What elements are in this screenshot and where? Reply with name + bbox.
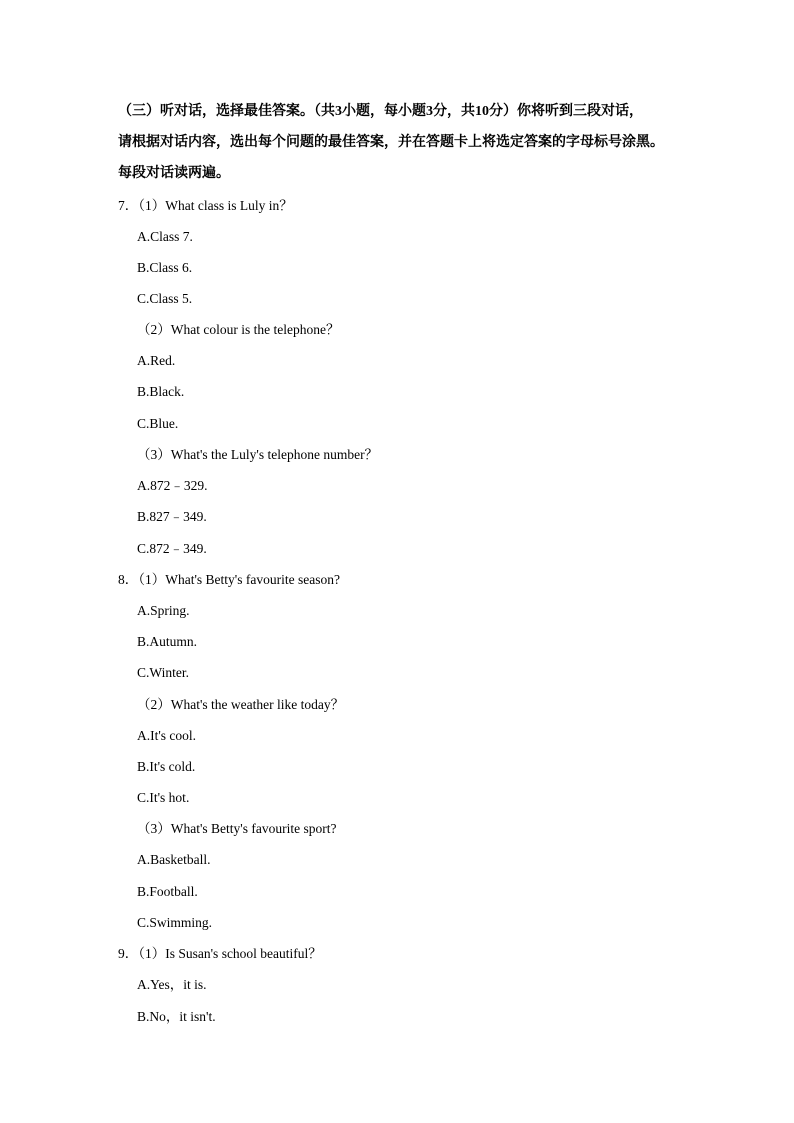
option: C.It's hot. xyxy=(137,790,190,805)
option: A.Yes，it is. xyxy=(137,977,207,992)
option: C.Class 5. xyxy=(137,291,193,306)
question-7-part-2: （2）What colour is the telephone？ xyxy=(137,322,340,337)
instruction-line: 每段对话读两遍。 xyxy=(118,166,230,181)
option: A.It's cool. xyxy=(137,728,197,743)
instruction-line: （三）听对话，选择最佳答案。（共3小题，每小题3分，共10分）你将听到三段对话， xyxy=(118,104,643,119)
question-8-part-2: （2）What's the weather like today？ xyxy=(137,697,345,712)
option: B.Black. xyxy=(137,384,185,399)
option: C.872﹣349. xyxy=(137,541,207,556)
instruction-line: 请根据对话内容，选出每个问题的最佳答案，并在答题卡上将选定答案的字母标号涂黑。 xyxy=(118,135,664,150)
option: A.872﹣329. xyxy=(137,478,208,493)
option: C.Blue. xyxy=(137,416,179,431)
option: B.827﹣349. xyxy=(137,509,207,524)
option: B.No，it isn't. xyxy=(137,1009,216,1024)
question-7-part-3: （3）What's the Luly's telephone number？ xyxy=(137,447,379,462)
question-8-part-1: 8．（1）What's Betty's favourite season? xyxy=(118,572,340,587)
question-7-part-1: 7．（1）What class is Luly in？ xyxy=(118,198,293,213)
option: B.Class 6. xyxy=(137,260,193,275)
question-9-part-1: 9．（1）Is Susan's school beautiful？ xyxy=(118,946,322,961)
option: B.Autumn. xyxy=(137,634,198,649)
option: A.Red. xyxy=(137,353,176,368)
option: C.Winter. xyxy=(137,665,189,680)
option: B.It's cold. xyxy=(137,759,196,774)
option: B.Football. xyxy=(137,884,198,899)
section-instructions xyxy=(118,96,678,189)
option: A.Class 7. xyxy=(137,229,193,244)
option: A.Basketball. xyxy=(137,852,211,867)
option: A.Spring. xyxy=(137,603,190,618)
question-8-part-3: （3）What's Betty's favourite sport? xyxy=(137,821,337,836)
option: C.Swimming. xyxy=(137,915,213,930)
